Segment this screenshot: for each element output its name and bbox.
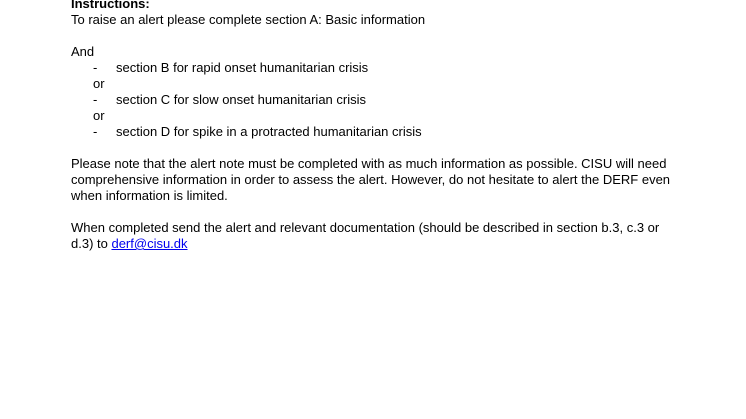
spacer [71, 140, 691, 156]
bullet-item-section-b [71, 60, 691, 76]
or-label: or [93, 108, 105, 123]
instructions-heading: Instructions: [71, 0, 150, 11]
and-label: And [71, 44, 95, 59]
bullet-text: section B for rapid onset humanitarian crisis [116, 60, 369, 75]
send-paragraph [71, 220, 676, 252]
note-paragraph: Please note that the alert note must be completed with as much information as possible. CISU will need comprehensive information in order to assess the alert. However, do not hesitate to alert the DERF even when information is limited. [71, 156, 671, 203]
spacer [71, 28, 691, 44]
email-link[interactable]: derf@cisu.dk [111, 236, 188, 251]
bullet-dash: - [93, 92, 98, 107]
bullet-dash: - [93, 124, 98, 139]
bullet-item-section-d [71, 124, 691, 140]
bullet-text: section C for slow onset humanitarian crisis [116, 92, 366, 107]
bullet-dash: - [93, 60, 98, 75]
bullet-item-section-c [71, 92, 691, 108]
send-paragraph-text: When completed send the alert and relevant documentation (should be described in section b.3, c.3 or d.3) to [71, 220, 660, 251]
or-label: or [93, 76, 105, 91]
bullet-text: section D for spike in a protracted humanitarian crisis [116, 124, 422, 139]
instructions-intro: To raise an alert please complete section A: Basic information [71, 12, 426, 27]
instructions-document [71, 0, 691, 252]
spacer [71, 204, 691, 220]
